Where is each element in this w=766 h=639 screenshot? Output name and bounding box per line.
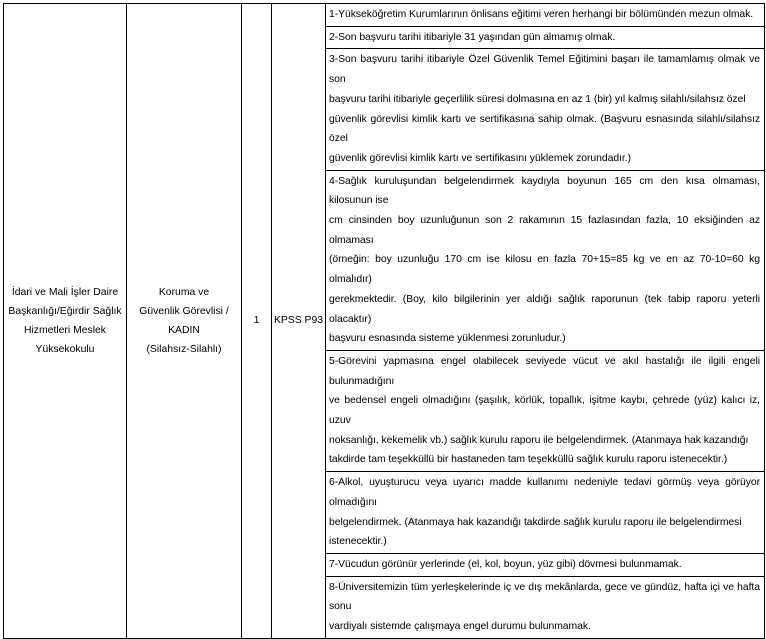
position-line: (Silahsız-Silahlı)	[146, 343, 222, 355]
unit-line: Hizmetleri Meslek	[24, 324, 106, 336]
requirement-item	[326, 472, 764, 554]
requirement-line: 2-Son başvuru tarihi itibariyle 31 yaşından gün almamış olmak.	[329, 31, 616, 43]
requirement-item	[326, 4, 764, 27]
requirement-item	[326, 554, 764, 577]
table-row	[4, 4, 765, 639]
job-posting-table	[3, 3, 765, 639]
requirement-line: cm cinsinden boy uzunluğunun son 2 rakamının 15 fazlasından fazla, 10 eksiğinden az olmaması	[329, 215, 760, 246]
position-line: Koruma ve	[158, 286, 210, 298]
requirement-item	[326, 27, 764, 50]
position-cell	[127, 4, 242, 639]
requirement-line: (örneğin: boy uzunluğu 170 cm ise kilosu en fazla 70+15=85 kg ve en az 70-10=60 kg olmalıdır)	[329, 254, 760, 286]
requirement-line: istenecektir.)	[329, 536, 387, 548]
kpss-cell: KPSS P93	[272, 4, 326, 639]
requirements-cell	[326, 4, 765, 639]
requirement-line: vardiyalı sistemde çalışmaya engel durumu bulunmamak.	[329, 621, 591, 633]
count-cell: 1	[242, 4, 272, 639]
requirement-line: 6-Alkol, uyuşturucu veya uyarıcı madde kullanımı nedeniyle tedavi görmüş veya görüyor olmadığını	[329, 477, 760, 508]
requirement-line: ve bedensel engeli olmadığını (şaşılık, körlük, topallık, işitme kaybı, çehrede (yüz) kalıcı iz, uzuv	[329, 395, 760, 427]
requirements-list	[326, 4, 764, 638]
position-line: Güvenlik Görevlisi /	[139, 305, 229, 317]
requirement-line: 1-Yükseköğretim Kurumlarının önlisans eğitimi veren herhangi bir bölümünden mezun olmak.	[329, 9, 754, 20]
position-line: KADIN	[168, 324, 200, 336]
unit-line: Yüksekokulu	[35, 343, 95, 355]
unit-line: Başkanlığı/Eğirdir Sağlık	[8, 305, 122, 317]
requirement-line: gerekmektedir. (Boy, kilo bilgilerinin yer aldığı sağlık raporunun (tek tabip raporu yeterli olacaktır)	[329, 293, 760, 325]
requirement-item	[326, 577, 764, 638]
requirement-line: takdirde tam teşekküllü bir hastaneden tam teşekküllü sağlık kurulu raporu istenecektir.)	[329, 454, 728, 466]
requirement-line: 7-Vücudun görünür yerlerinde (el, kol, boyun, yüz gibi) dövmesi bulunmamak.	[329, 558, 682, 570]
requirement-item	[326, 171, 764, 351]
requirement-item	[326, 49, 764, 170]
requirement-item	[326, 351, 764, 472]
requirement-line: başvuru esnasında sisteme yüklenmesi zorunludur.)	[329, 333, 566, 345]
requirement-line: 8-Üniversitemizin tüm yerleşkelerinde iç ve dış mekânlarda, gece ve gündüz, hafta içi ve hafta sonu	[329, 581, 760, 613]
requirement-line: başvuru tarihi itibariyle geçerlilik süresi dolmasına en az 1 (bir) yıl kalmış silahlı/silahsız özel	[329, 93, 746, 105]
requirement-line: güvenlik görevlisi kimlik kartı ve sertifikasını yüklemek zorundadır.)	[329, 152, 631, 164]
unit-line: İdari ve Mali İşler Daire	[11, 286, 119, 298]
requirement-line: 3-Son başvuru tarihi itibariyle Özel Güvenlik Temel Eğitimini başarı ile tamamlamış olmak ve son	[329, 54, 760, 86]
requirement-line: noksanlığı, kekemelik vb.) sağlık kurulu raporu ile belgelendirmek. (Atanmaya hak kazandığı	[329, 434, 749, 446]
requirement-line: belgelendirmek. (Atanmaya hak kazandığı takdirde sağlık kurulu raporu ile belgelendirmesi	[329, 516, 742, 528]
requirement-line: 5-Görevini yapmasına engel olabilecek seviyede vücut ve akıl hastalığı ile ilgili engeli bulunmadığını	[329, 355, 760, 387]
requirement-line: güvenlik görevlisi kimlik kartı ve sertifikasına sahip olmak. (Başvuru esnasında silahlı/silahsız özel	[329, 113, 760, 145]
requirement-line: 4-Sağlık kuruluşundan belgelendirmek kaydıyla boyunun 165 cm den kısa olmaması, kilosunun ise	[329, 175, 760, 207]
unit-cell	[4, 4, 127, 639]
